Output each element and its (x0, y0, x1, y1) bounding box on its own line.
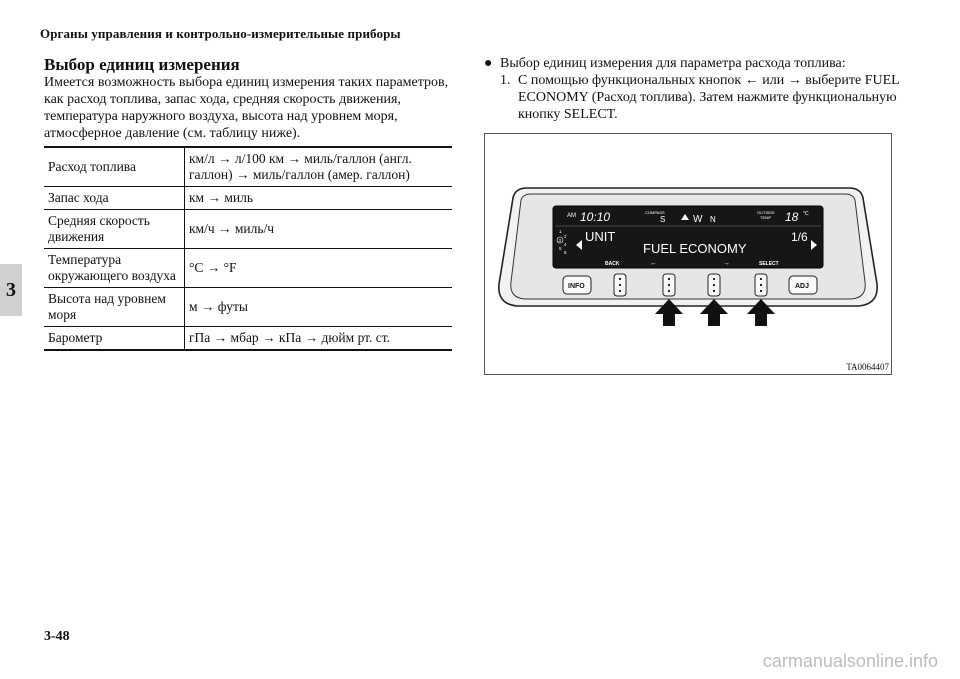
figure-code: TA0064407 (846, 362, 889, 372)
page-header: Органы управления и контрольно-измерительные приборы (40, 26, 401, 41)
outside-label: OUTSIDE (757, 210, 775, 215)
units-cell: м → футы (185, 288, 453, 327)
param-cell: Температура окружающего воздуха (44, 249, 185, 288)
page-number: 3-48 (44, 629, 70, 644)
param-cell: Расход топлива (44, 147, 185, 187)
softkey-right-label: → (723, 260, 730, 267)
function-text: FUEL ECONOMY (643, 241, 747, 256)
units-cell: °C → °F (185, 249, 453, 288)
step-text: С помощью функциональных кнопок ← или → выберите FUEL ECONOMY (Расход топлива). Затем нажмите функциональную кнопку SELECT. (518, 73, 900, 122)
temp-unit: °C (803, 211, 809, 217)
softkey-back-label: BACK (605, 261, 620, 267)
bullet-text: Выбор единиц измерения для параметра расхода топлива: (500, 56, 846, 71)
compass-s: S (660, 215, 666, 224)
step-item (484, 72, 904, 123)
intro-paragraph: Имеется возможность выбора единиц измерения таких параметров, как расход топлива, запас хода, средняя скорость движения, температура наружного воздуха, высота над уровнем моря, атмосферное давление (см. таблицу ниже). (44, 75, 449, 141)
watermark: carmanualsonline.info (762, 651, 938, 671)
preset-4: 4 (564, 242, 567, 247)
compass-n: N (710, 215, 716, 224)
preset-2: 2 (564, 234, 567, 239)
preset-3: 3 (558, 238, 562, 243)
adj-button-label: ADJ (795, 283, 810, 290)
figure-multi-display (484, 133, 892, 375)
preset-5: 5 (559, 246, 562, 251)
chapter-tab: 3 (0, 264, 22, 316)
table-row (44, 288, 452, 327)
bullet-item (484, 55, 904, 72)
step-number: 1. (500, 73, 511, 88)
units-cell: км/ч → миль/ч (185, 210, 453, 249)
table-row (44, 187, 452, 210)
units-cell: гПа → мбар → кПа → дюйм рт. ст. (185, 327, 453, 351)
param-cell: Высота над уровнем моря (44, 288, 185, 327)
units-table (44, 146, 452, 351)
table-row (44, 327, 452, 351)
unit-text: UNIT (585, 229, 616, 244)
section-title: Выбор единиц измерения (44, 55, 240, 74)
multi-display-illustration (485, 134, 891, 374)
compass-label: COMPASS (645, 210, 665, 215)
units-cell: км/л → л/100 км → миль/галлон (англ. галлон) → миль/галлон (амер. галлон) (185, 147, 453, 187)
compass-w: W (693, 214, 703, 225)
param-cell: Средняя скорость движения (44, 210, 185, 249)
info-button-label: INFO (568, 283, 585, 290)
softkey-left-label: ← (650, 260, 657, 267)
preset-1: 1 (559, 229, 562, 234)
page-indicator: 1/6 (791, 230, 808, 244)
temp-readout: 18 (785, 210, 799, 224)
instructions (484, 55, 904, 123)
softkey-select-label: SELECT (759, 261, 779, 267)
units-cell: км → миль (185, 187, 453, 210)
clock-readout: 10:10 (580, 210, 611, 224)
table-row (44, 147, 452, 187)
temp-label: TEMP (760, 215, 772, 220)
param-cell: Запас хода (44, 187, 185, 210)
table-row (44, 249, 452, 288)
table-row (44, 210, 452, 249)
bullet-icon: ● (484, 56, 493, 71)
preset-6: 6 (564, 250, 567, 255)
param-cell: Барометр (44, 327, 185, 351)
am-label: AM (567, 213, 576, 219)
